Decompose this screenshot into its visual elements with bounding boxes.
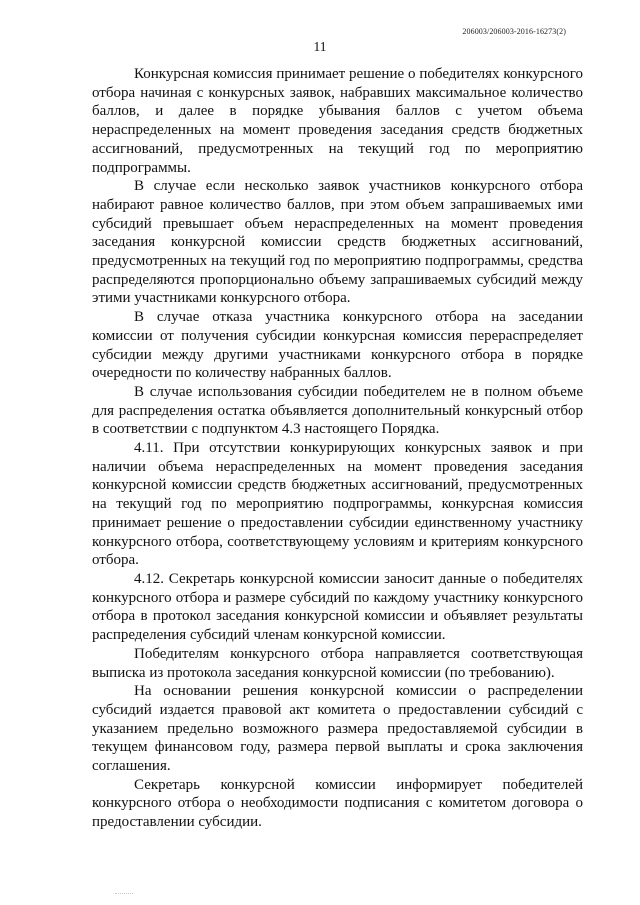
paragraph-legal-act: На основании решения конкурсной комиссии о распределении субсидий издается правовой акт комитета о предоставлении субсидий с указанием предельно возможного размера предоставляемой субсидии в текущем финансовом году, размера первой выплаты и срока заключения соглашения. (92, 683, 583, 775)
page-number: 11 (313, 39, 327, 54)
paragraph-secretary-notice: Секретарь конкурсной комиссии информирует победителей конкурсного отбора о необходимости подписания с комитетом договора о предоставлении субсидии. (92, 776, 583, 831)
paragraph-protocol-extract: Победителям конкурсного отбора направляется соответствующая выписка из протокола заседания конкурсной комиссии (по требованию). (92, 645, 583, 681)
paragraph-clause-4-12: 4.12. Секретарь конкурсной комиссии заносит данные о победителях конкурсного отбора и размере субсидий по каждому участнику конкурсного отбора в протокол заседания конкурсной комиссии и объявляет результаты распределения субсидий членам конкурсной комиссии. (92, 570, 583, 644)
document-body (92, 65, 583, 832)
document-id: 206003/206003-2016-16273(2) (462, 27, 566, 36)
paragraph-refusal-redistribution: В случае отказа участника конкурсного отбора на заседании комиссии от получения субсидии конкурсная комиссия перераспределяет субсидии между другими участниками конкурсного отбора в порядке очередности по количеству набранных баллов. (92, 309, 583, 382)
paragraph-additional-selection: В случае использования субсидии победителем не в полном объеме для распределения остатка объявляется дополнительный конкурсный отбор в соответствии с подпунктом 4.3 настоящего Порядка. (92, 383, 583, 438)
paragraph-winners-decision: Конкурсная комиссия принимает решение о победителях конкурсного отбора начиная с конкурсных заявок, набравших максимальное количество баллов, и далее в порядке убывания баллов с учетом объема нераспределенных на момент проведения заседания средств бюджетных ассигнований, предусмотренных на текущий год по мероприятию подпрограммы. (92, 66, 583, 176)
paragraph-equal-scores: В случае если несколько заявок участников конкурсного отбора набирают равное количество баллов, при этом объем запрашиваемых ими субсидий превышает объем нераспределенных на момент проведения заседания конкурсной комиссии средств бюджетных ассигнований, предусмотренных на текущий год по мероприятию подпрограммы, средства распределяются пропорционально объему запрашиваемых субсидий между этими участниками конкурсного отбора. (92, 178, 583, 307)
paragraph-clause-4-11: 4.11. При отсутствии конкурирующих конкурсных заявок и при наличии объема нераспределенных на момент проведения заседания конкурсной комиссии средств бюджетных ассигнований, предусмотренных на текущий год по мероприятию подпрограммы, конкурсная комиссия принимает решение о предоставлении субсидии единственному участнику конкурсного отбора, соответствующему условиям и критериям конкурсного отбора. (92, 440, 583, 569)
scan-artifact (115, 893, 133, 896)
